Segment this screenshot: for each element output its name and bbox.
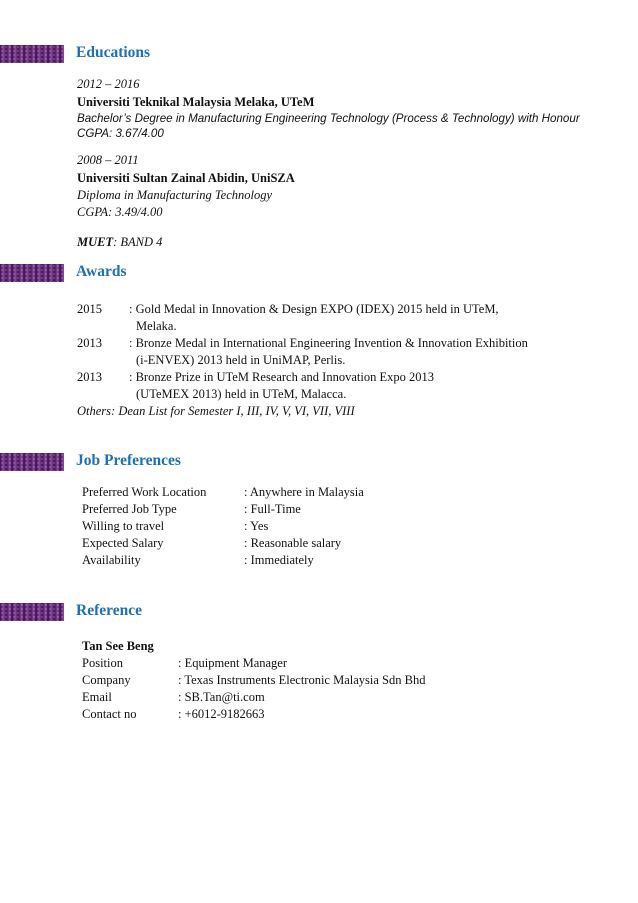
award-year: 2013 bbox=[77, 370, 102, 384]
muet-value: : BAND 4 bbox=[113, 235, 163, 249]
reference-email[interactable]: : SB.Tan@ti.com bbox=[178, 690, 265, 704]
job-pref-value: : Reasonable salary bbox=[244, 536, 342, 550]
job-pref-label: Availability bbox=[82, 553, 141, 567]
job-pref-value: : Immediately bbox=[244, 553, 314, 567]
edu2-degree: Diploma in Manufacturing Technology bbox=[77, 188, 273, 202]
reference-value: : +6012-9182663 bbox=[178, 707, 265, 721]
award-text-cont: (i-ENVEX) 2013 held in UniMAP, Perlis. bbox=[136, 353, 346, 367]
job-pref-label: Preferred Work Location bbox=[82, 485, 207, 499]
awards-others: Others: Dean List for Semester I, III, IV, V, VI, VII, VIII bbox=[77, 404, 355, 418]
educations-heading: Educations bbox=[76, 44, 151, 61]
job-pref-label: Expected Salary bbox=[82, 536, 164, 550]
job-pref-value: : Yes bbox=[244, 519, 269, 533]
reference-label: Contact no bbox=[82, 707, 137, 721]
reference-value: : Equipment Manager bbox=[178, 656, 287, 670]
award-year: 2013 bbox=[77, 336, 102, 350]
reference-label: Company bbox=[82, 673, 131, 687]
section-accent-bar bbox=[0, 264, 64, 282]
edu1-cgpa: CGPA: 3.67/4.00 bbox=[77, 127, 164, 140]
section-accent-bar bbox=[0, 603, 64, 621]
job-pref-value: : Full-Time bbox=[244, 502, 301, 516]
job-pref-label: Preferred Job Type bbox=[82, 502, 177, 516]
edu2-years: 2008 – 2011 bbox=[77, 153, 139, 167]
muet-line bbox=[77, 234, 162, 250]
edu1-degree: Bachelor’s Degree in Manufacturing Engineering Technology (Process & Technology) with Honour bbox=[77, 112, 580, 125]
reference-heading: Reference bbox=[76, 602, 142, 619]
edu2-cgpa: CGPA: 3.49/4.00 bbox=[77, 205, 163, 219]
edu2-school: Universiti Sultan Zainal Abidin, UniSZA bbox=[77, 171, 295, 185]
reference-label: Email bbox=[82, 690, 112, 704]
edu1-school: Universiti Teknikal Malaysia Melaka, UTeM bbox=[77, 95, 315, 109]
award-text-cont: (UTeMEX 2013) held in UTeM, Malacca. bbox=[136, 387, 347, 401]
job-pref-label: Willing to travel bbox=[82, 519, 165, 533]
award-text: : Gold Medal in Innovation & Design EXPO (IDEX) 2015 held in UTeM, bbox=[129, 302, 499, 316]
awards-heading: Awards bbox=[76, 263, 127, 280]
section-accent-bar bbox=[0, 453, 64, 471]
award-text-cont: Melaka. bbox=[136, 319, 177, 333]
muet-label: MUET bbox=[77, 235, 114, 249]
reference-name: Tan See Beng bbox=[82, 639, 154, 653]
award-text: : Bronze Medal in International Engineering Invention & Innovation Exhibition bbox=[129, 336, 528, 350]
award-text: : Bronze Prize in UTeM Research and Innovation Expo 2013 bbox=[129, 370, 434, 384]
award-year: 2015 bbox=[77, 302, 102, 316]
job-preferences-heading: Job Preferences bbox=[76, 452, 181, 469]
reference-value: : Texas Instruments Electronic Malaysia Sdn Bhd bbox=[178, 673, 426, 687]
job-pref-value: : Anywhere in Malaysia bbox=[244, 485, 364, 499]
edu1-years: 2012 – 2016 bbox=[77, 77, 140, 91]
section-accent-bar bbox=[0, 45, 64, 63]
reference-label: Position bbox=[82, 656, 123, 670]
